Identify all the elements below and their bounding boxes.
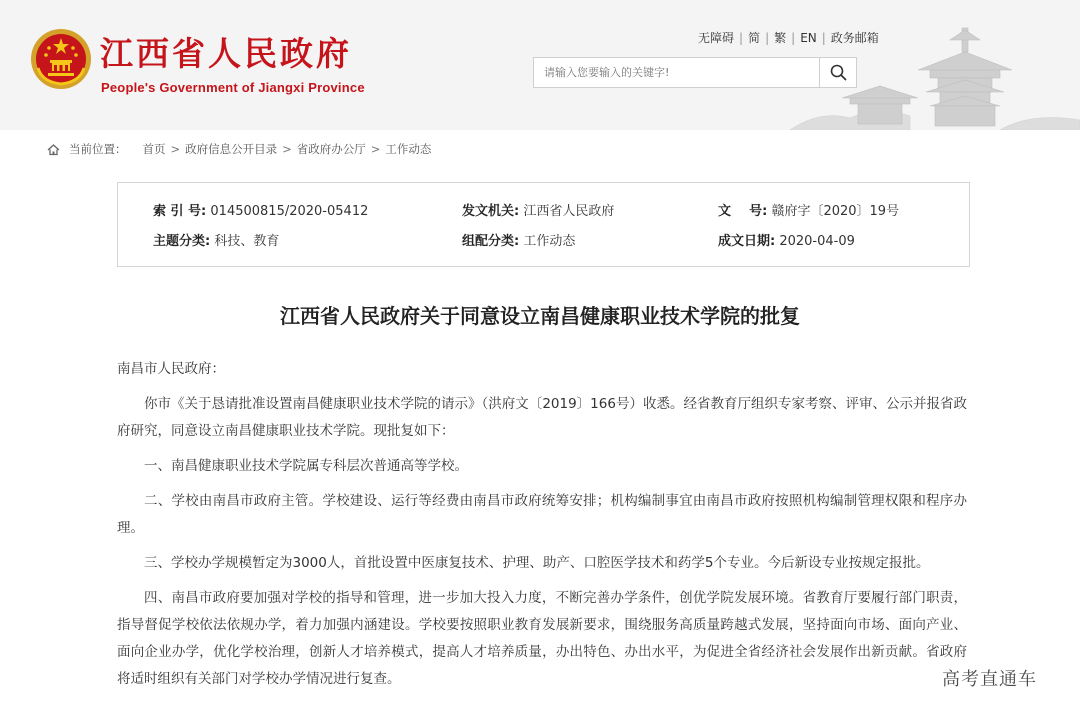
article-paragraph: 四、南昌市政府要加强对学校的指导和管理，进一步加大投入力度，不断完善办学条件，创优学院发展环境。省教育厅要履行部门职责，指导督促学校依法依规办学，着力加强内涵建设。学校要按照职业教育发展新要求，围绕服务高质量跨越式发展，坚持面向市场、面向产业、面向企业办学，优化学校治理，创新人才培养模式，提高人才培养质量，办出特色、办出水平，为促进全省经济社会发展作出新贡献。省政府将适时组织有关部门对学校办学情况进行复查。 — [117, 590, 967, 687]
separator: | — [765, 31, 770, 45]
breadcrumb-separator: > — [170, 142, 181, 156]
breadcrumb-home[interactable]: 首页 — [142, 142, 166, 156]
article-body — [117, 356, 967, 701]
english-link[interactable]: EN — [800, 31, 817, 45]
accessibility-link[interactable]: 无障碍 — [698, 31, 735, 45]
national-emblem-icon — [30, 28, 92, 90]
meta-value: 工作动态 — [523, 234, 576, 249]
meta-value: 014500815/2020-05412 — [210, 204, 369, 219]
meta-issuer — [462, 203, 614, 221]
meta-value: 2020-04-09 — [779, 234, 855, 249]
meta-label: 组配分类: — [462, 234, 520, 249]
document-metadata-box — [117, 182, 970, 267]
breadcrumb-separator: > — [370, 142, 381, 156]
simplified-chinese-link[interactable]: 简 — [748, 31, 761, 45]
breadcrumb-label: 当前位置： — [69, 142, 127, 156]
meta-value: 江西省人民政府 — [523, 204, 615, 219]
search-button[interactable] — [819, 58, 856, 87]
article-paragraph: 二、学校由南昌市政府主管。学校建设、运行等经费由南昌市政府统筹安排；机构编制事宜由南昌市政府按照机构编制管理权限和程序办理。 — [117, 493, 967, 536]
search-icon — [830, 64, 847, 81]
breadcrumb-separator: > — [282, 142, 292, 156]
site-title: 江西省人民政府 — [100, 34, 352, 73]
watermark-text: 高考直通车 — [942, 669, 1037, 690]
meta-label: 主题分类: — [153, 234, 211, 249]
article-paragraph: 你市《关于恳请批准设置南昌健康职业技术学院的请示》（洪府文〔2019〕166号）收悉。经省教育厅组织专家考察、评审、公示并报省政府研究，同意设立南昌健康职业技术学院。现批复如下： — [117, 396, 967, 439]
breadcrumb — [47, 141, 431, 157]
meta-label: 成文日期: — [718, 234, 776, 249]
separator: | — [821, 31, 826, 45]
breadcrumb-work-news[interactable]: 工作动态 — [385, 142, 432, 156]
meta-label: 索 引 号: — [153, 204, 207, 219]
separator: | — [739, 31, 744, 45]
search-input[interactable] — [534, 58, 820, 87]
gov-mailbox-link[interactable]: 政务邮箱 — [830, 31, 879, 45]
separator: | — [791, 31, 796, 45]
meta-value: 赣府字〔2020〕19号 — [771, 204, 900, 219]
top-links — [698, 30, 879, 46]
article-salutation: 南昌市人民政府： — [117, 361, 225, 377]
article-title: 江西省人民政府关于同意设立南昌健康职业技术学院的批复 — [280, 304, 800, 328]
breadcrumb-general-office[interactable]: 省政府办公厅 — [296, 142, 366, 156]
traditional-chinese-link[interactable]: 繁 — [774, 31, 787, 45]
site-subtitle: People's Government of Jiangxi Province — [101, 80, 365, 95]
meta-label: 发文机关: — [462, 204, 520, 219]
meta-document-number — [718, 203, 899, 221]
article-paragraph: 三、学校办学规模暂定为3000人，首批设置中医康复技术、护理、助产、口腔医学技术和药学5个专业。今后新设专业按规定报批。 — [144, 555, 930, 571]
meta-index-number — [153, 203, 368, 221]
meta-topic — [153, 233, 279, 251]
home-icon — [47, 143, 60, 156]
article-paragraph: 一、南昌健康职业技术学院属专科层次普通高等学校。 — [144, 458, 468, 474]
meta-date — [718, 233, 855, 251]
meta-label: 文 号: — [718, 204, 768, 219]
breadcrumb-disclosure-catalog[interactable]: 政府信息公开目录 — [185, 142, 278, 156]
meta-category — [462, 233, 575, 251]
meta-value: 科技、教育 — [214, 234, 280, 249]
search-box — [533, 57, 857, 88]
site-header — [0, 0, 1080, 130]
